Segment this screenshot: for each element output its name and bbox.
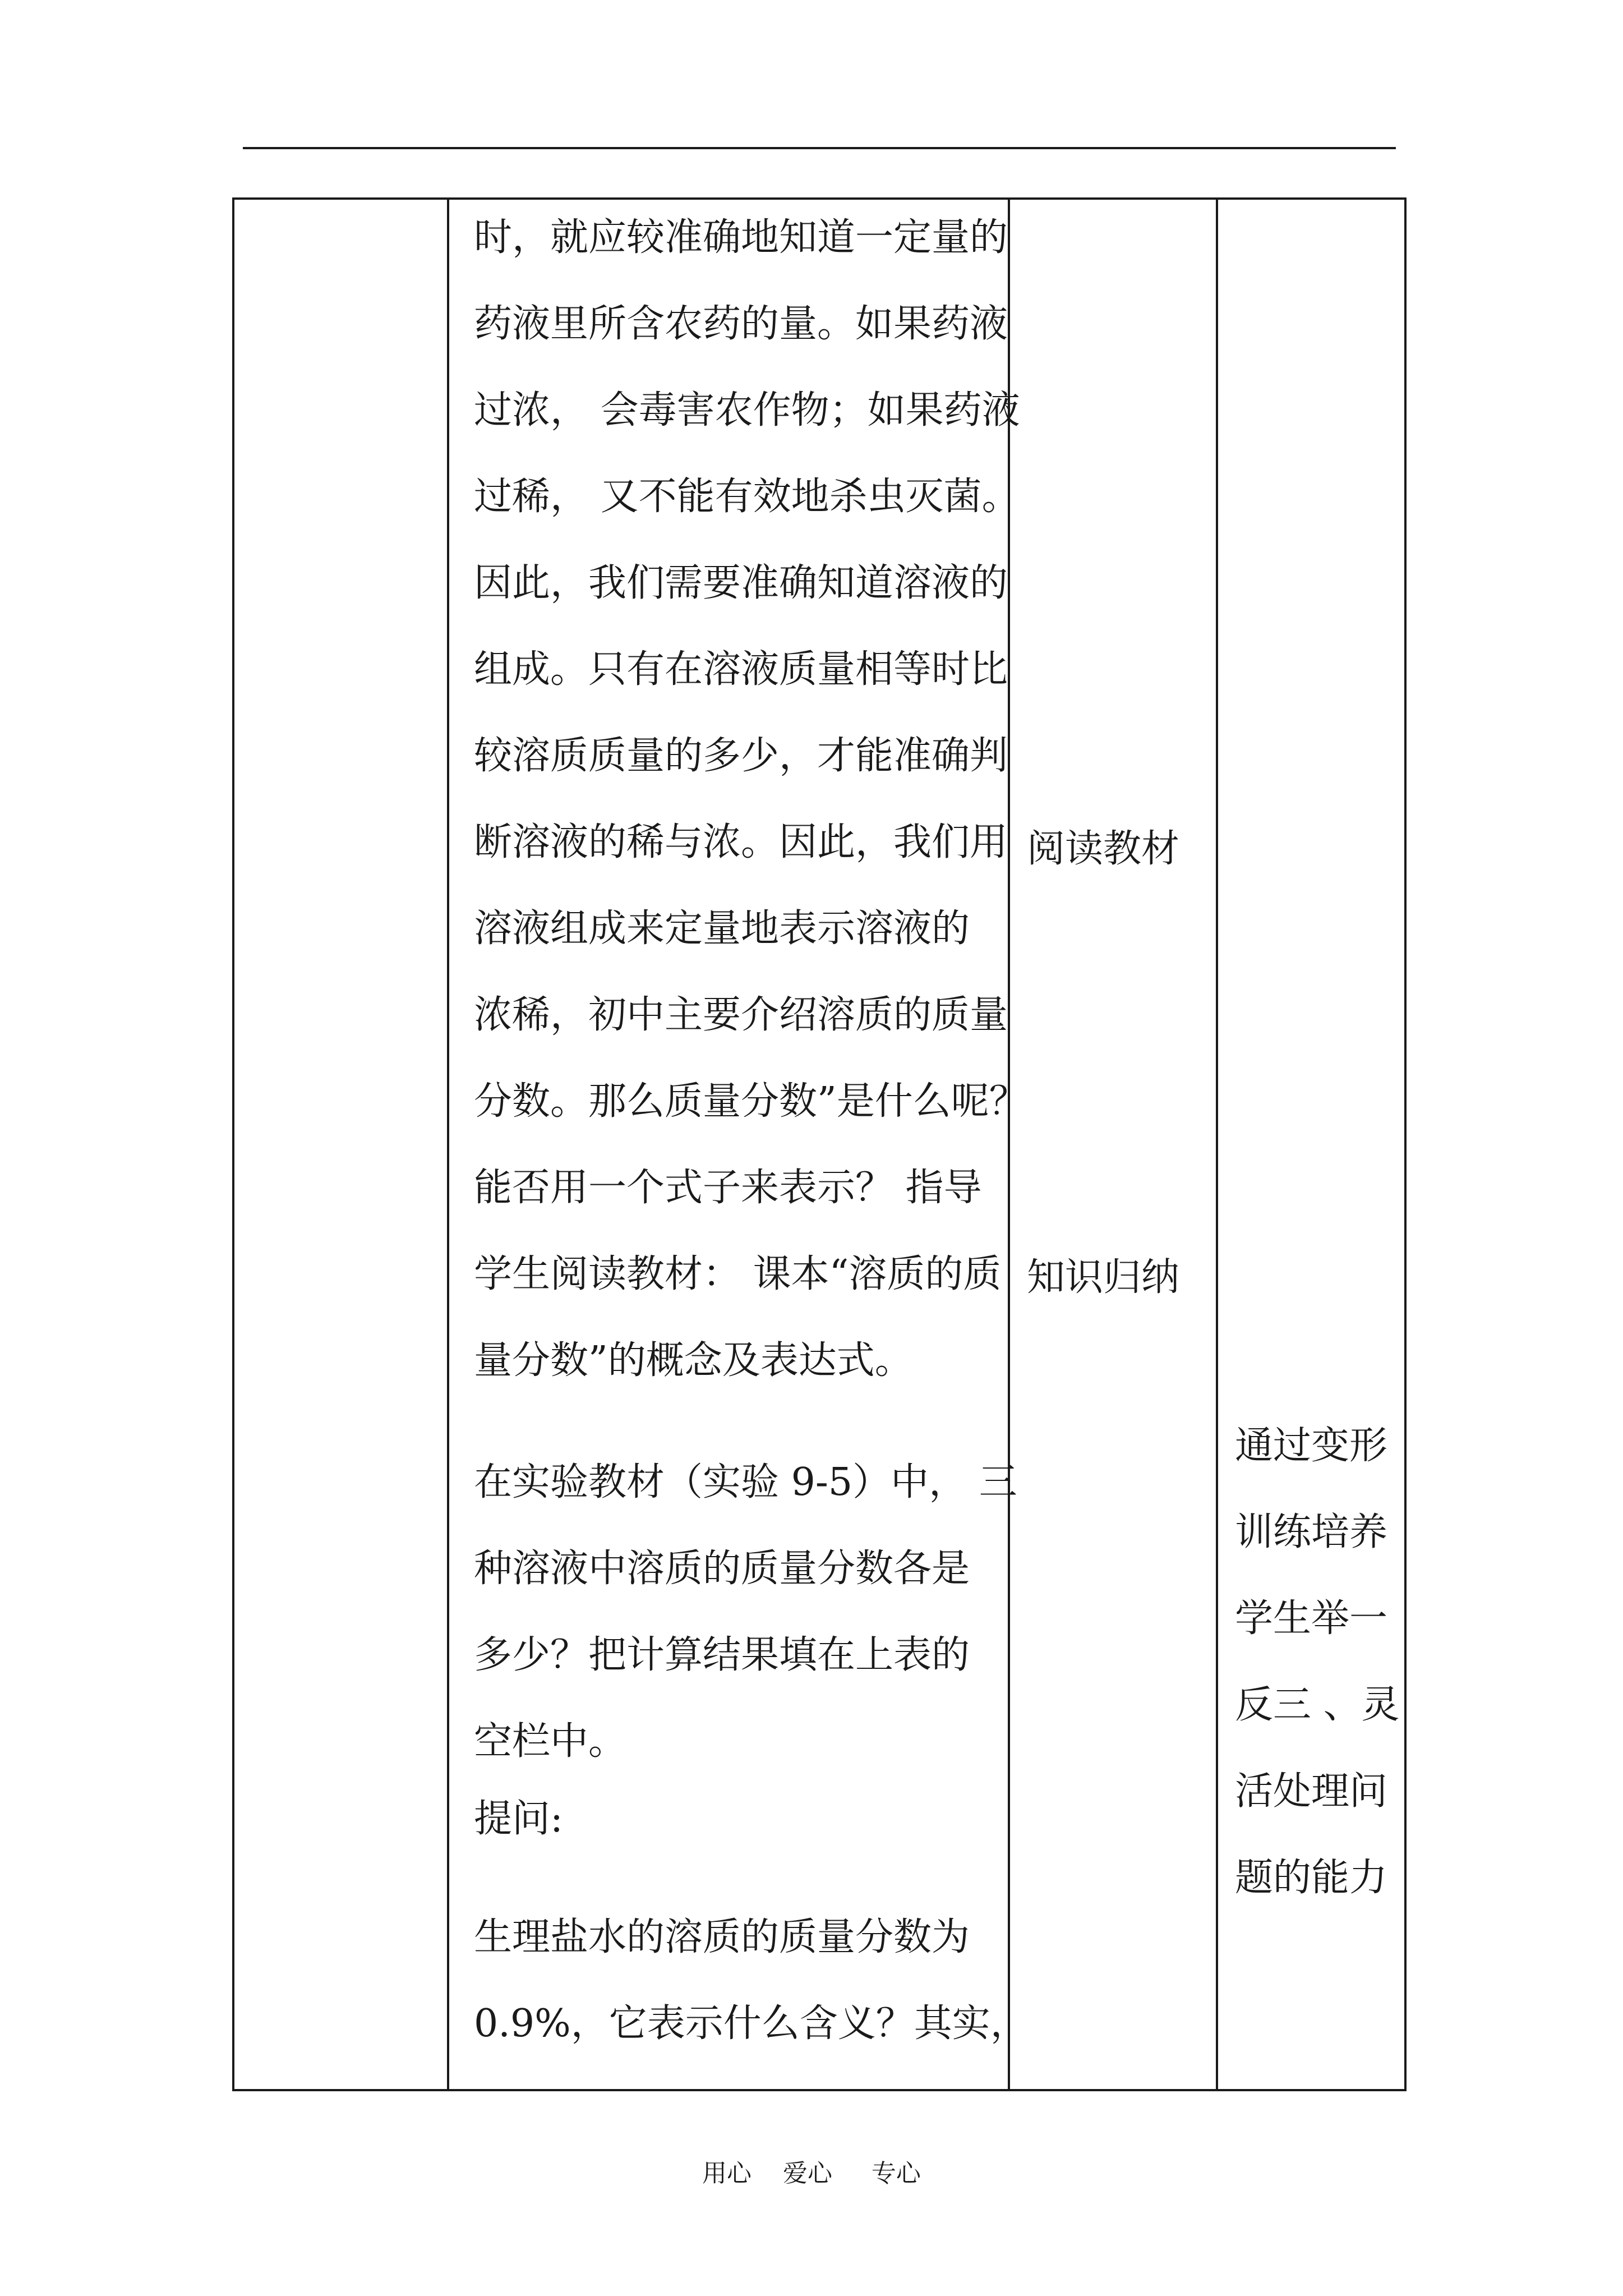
design-intent-line: 反三 、灵 (1235, 1683, 1400, 1727)
teacher-text-line: 浓稀，初中主要介绍溶质的质量 (474, 993, 1008, 1037)
teacher-text-line: 0.9%，它表示什么含义？其实， (474, 2001, 1029, 2046)
teacher-text-line: 断溶液的稀与浓。因此，我们用 (474, 820, 1008, 864)
teacher-text-line: 空栏中。 (474, 1719, 627, 1764)
student-activity-read: 阅读教材 (1027, 827, 1180, 871)
teacher-text-line: 因此，我们需要准确知道溶液的 (474, 561, 1008, 605)
page-footer: 用心 爱心 专心 (702, 2159, 921, 2188)
teacher-text-line: 多少？把计算结果填在上表的 (474, 1633, 970, 1677)
teacher-text-line: 较溶质质量的多少，才能准确判 (474, 734, 1008, 778)
teacher-text-line: 过稀， 又不能有效地杀虫灭菌。 (474, 475, 1020, 519)
teacher-text-line: 时，就应较准确地知道一定量的 (474, 215, 1008, 260)
student-activity-summarize: 知识归纳 (1027, 1255, 1180, 1300)
teacher-text-line: 生理盐水的溶质的质量分数为 (474, 1915, 970, 1959)
design-intent-line: 通过变形 (1235, 1424, 1388, 1468)
table-column-stage (234, 200, 449, 2089)
lesson-table (232, 197, 1407, 2091)
teacher-text-line: 能否用一个式子来表示？ 指导 (474, 1166, 982, 1210)
teacher-text-line: 药液里所含农药的量。如果药液 (474, 302, 1008, 346)
teacher-text-line: 过浓， 会毒害农作物；如果药液 (474, 388, 1020, 432)
teacher-text-line: 在实验教材（实验 9-5）中， 三 (474, 1460, 1017, 1504)
table-column-teacher-activity (449, 200, 1029, 2089)
header-rule (243, 147, 1396, 149)
teacher-text-line: 分数。那么质量分数”是什么呢？ (474, 1079, 1027, 1124)
design-intent-line: 训练培养 (1235, 1510, 1388, 1554)
teacher-text-line: 量分数”的概念及表达式。 (474, 1338, 913, 1383)
design-intent-line: 题的能力 (1235, 1856, 1388, 1900)
teacher-text-line: 组成。只有在溶液质量相等时比 (474, 647, 1008, 692)
table-column-student-activity (1010, 200, 1218, 2089)
teacher-text-line: 溶液组成来定量地表示溶液的 (474, 907, 970, 951)
teacher-text-line: 学生阅读教材： 课本“溶质的质 (474, 1252, 1002, 1296)
design-intent-line: 学生举一 (1235, 1596, 1388, 1641)
table-column-design-intent (1218, 200, 1404, 2089)
teacher-text-line: 提问: (474, 1797, 563, 1841)
design-intent-line: 活处理问 (1235, 1769, 1388, 1814)
teacher-text-line: 种溶液中溶质的质量分数各是 (474, 1547, 970, 1591)
